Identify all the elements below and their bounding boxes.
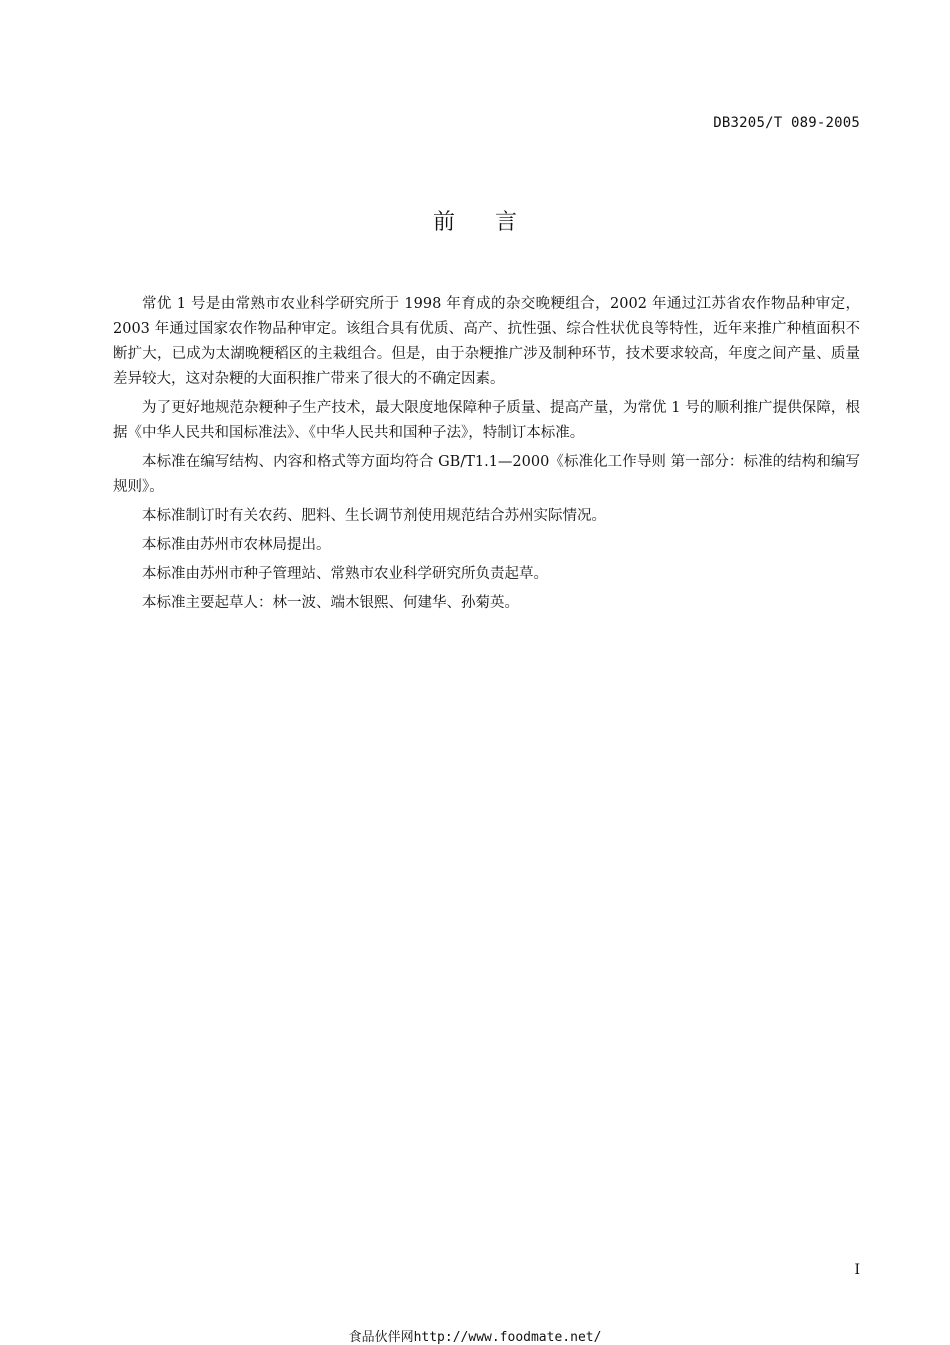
paragraph: 本标准在编写结构、内容和格式等方面均符合 GB/T1.1—2000《标准化工作导则 第一部分：标准的结构和编写规则》。 [113, 454, 860, 495]
document-code: DB3205/T 089-2005 [713, 115, 860, 131]
page-number: I [854, 1262, 860, 1278]
paragraph: 本标准由苏州市农林局提出。 [142, 537, 331, 553]
paragraph: 为了更好地规范杂粳种子生产技术，最大限度地保障种子质量、提高产量，为常优 1 号的顺利推广提供保障，根据《中华人民共和国标准法》、《中华人民共和国种子法》，特制订本标准。 [113, 400, 860, 441]
paragraph: 本标准主要起草人：林一波、端木银熙、何建华、孙菊英。 [142, 595, 519, 611]
footer-watermark: 食品伙伴网http://www.foodmate.net/ [348, 1330, 602, 1345]
page-title: 前言 [432, 210, 557, 235]
paragraph: 本标准由苏州市种子管理站、常熟市农业科学研究所负责起草。 [142, 566, 548, 582]
foreword-body [113, 292, 860, 620]
paragraph: 常优 1 号是由常熟市农业科学研究所于 1998 年育成的杂交晚粳组合，2002 年通过江苏省农作物品种审定，2003 年通过国家农作物品种审定。该组合具有优质、高产、抗性强、综合性状优良等特性，近年来推广种植面积不断扩大，已成为太湖晚粳稻区的主栽组合。但是，由于杂粳推广涉及制种环节，技术要求较高，年度之间产量、质量差异较大，这对杂粳的大面积推广带来了很大的不确定因素。 [113, 296, 860, 387]
paragraph: 本标准制订时有关农药、肥料、生长调节剂使用规范结合苏州实际情况。 [142, 508, 606, 524]
